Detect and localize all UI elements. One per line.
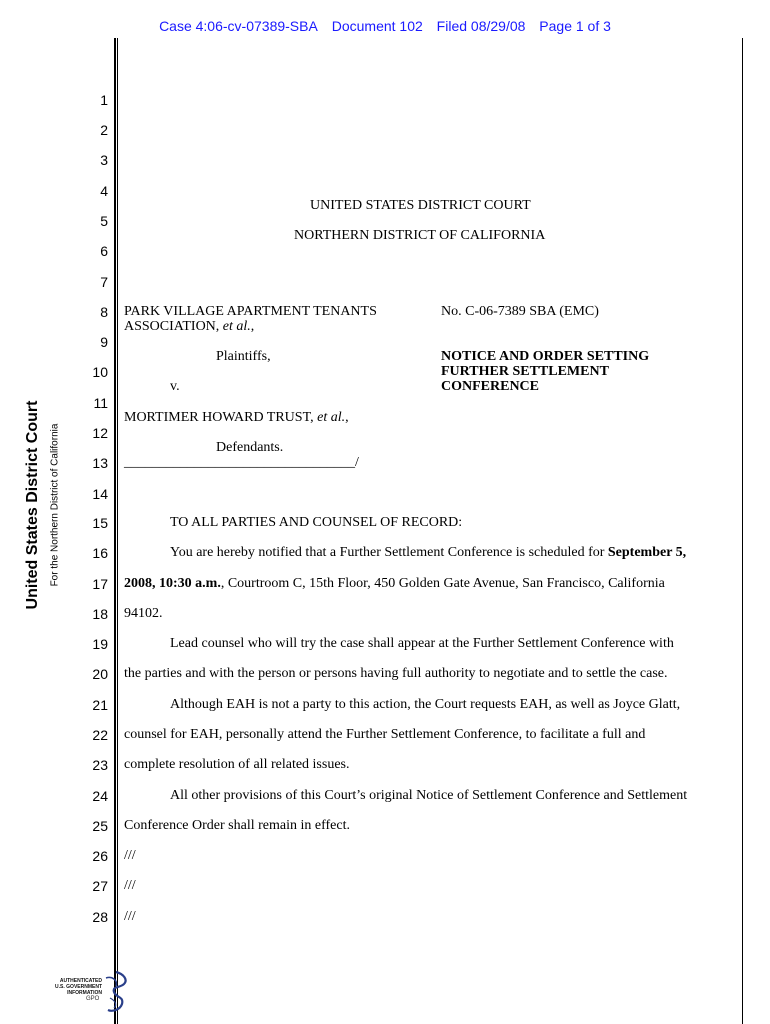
document-header bbox=[0, 18, 770, 34]
paragraph-4-line-2: Conference Order shall remain in effect. bbox=[124, 818, 350, 833]
line-number: 9 bbox=[100, 334, 108, 350]
line-number: 1 bbox=[100, 92, 108, 108]
line-number: 5 bbox=[100, 213, 108, 229]
line-number: 22 bbox=[92, 727, 108, 743]
plaintiffs-label: Plaintiffs, bbox=[216, 349, 271, 364]
line-number: 13 bbox=[92, 455, 108, 471]
page-indicator: Page 1 of 3 bbox=[539, 18, 611, 34]
line-number: 28 bbox=[92, 909, 108, 925]
line-number: 7 bbox=[100, 274, 108, 290]
plaintiff-line-2: ASSOCIATION, et al., bbox=[124, 319, 255, 334]
separator-1: /// bbox=[124, 848, 136, 863]
seal-text: AUTHENTICATED U.S. GOVERNMENT INFORMATION bbox=[55, 978, 102, 996]
paragraph-1-line-3: 94102. bbox=[124, 606, 163, 621]
paragraph-2-line-2: the parties and with the person or persons having full authority to negotiate and to settle the case. bbox=[124, 666, 668, 681]
document-number: Document 102 bbox=[331, 18, 423, 34]
separator-2: /// bbox=[124, 878, 136, 893]
court-district: NORTHERN DISTRICT OF CALIFORNIA bbox=[294, 228, 546, 243]
line-number: 15 bbox=[92, 515, 108, 531]
gpo-authentication-seal bbox=[40, 970, 130, 1015]
line-number: 3 bbox=[100, 152, 108, 168]
paragraph-1-line-1: You are hereby notified that a Further Settlement Conference is scheduled for September 5, bbox=[170, 545, 687, 560]
paragraph-3-line-1: Although EAH is not a party to this action, the Court requests EAH, as well as Joyce Glatt, bbox=[170, 697, 681, 712]
line-number: 4 bbox=[100, 183, 108, 199]
seal-gpo: GPO bbox=[86, 996, 100, 1002]
line-number: 24 bbox=[92, 788, 108, 804]
line-number: 8 bbox=[100, 304, 108, 320]
eagle-icon bbox=[102, 970, 132, 1014]
line-number: 2 bbox=[100, 122, 108, 138]
line-number: 19 bbox=[92, 636, 108, 652]
plaintiff-line-1: PARK VILLAGE APARTMENT TENANTS bbox=[124, 304, 377, 319]
order-title-line-1: NOTICE AND ORDER SETTING bbox=[441, 349, 650, 364]
line-number: 23 bbox=[92, 757, 108, 773]
paragraph-1-line-2: 2008, 10:30 a.m., Courtroom C, 15th Floor, 450 Golden Gate Avenue, San Francisco, California bbox=[124, 576, 665, 591]
line-number: 16 bbox=[92, 545, 108, 561]
paragraph-2-line-1: Lead counsel who will try the case shall appear at the Further Settlement Conference with bbox=[170, 636, 674, 651]
line-number: 21 bbox=[92, 697, 108, 713]
line-number: 10 bbox=[92, 364, 108, 380]
line-number: 6 bbox=[100, 243, 108, 259]
line-number: 20 bbox=[92, 666, 108, 682]
paragraph-3-line-2: counsel for EAH, personally attend the Further Settlement Conference, to facilitate a full and bbox=[124, 727, 646, 742]
versus: v. bbox=[170, 379, 180, 394]
caption-rule: _________________________________/ bbox=[124, 455, 359, 470]
line-number: 17 bbox=[92, 576, 108, 592]
line-number: 14 bbox=[92, 486, 108, 502]
line-number: 25 bbox=[92, 818, 108, 834]
line-number: 11 bbox=[93, 395, 108, 411]
sidebar-district: For the Northern District of California bbox=[49, 423, 61, 587]
paragraph-3-line-3: complete resolution of all related issues. bbox=[124, 757, 350, 772]
filed-date: Filed 08/29/08 bbox=[436, 18, 526, 34]
defendants-label: Defendants. bbox=[216, 440, 284, 455]
line-number: 12 bbox=[92, 425, 108, 441]
salutation: TO ALL PARTIES AND COUNSEL OF RECORD: bbox=[170, 515, 463, 530]
line-number: 26 bbox=[92, 848, 108, 864]
defendant-name: MORTIMER HOWARD TRUST, et al., bbox=[124, 410, 349, 425]
line-number: 27 bbox=[92, 878, 108, 894]
right-margin-rule bbox=[742, 38, 743, 1024]
order-title-line-2: FURTHER SETTLEMENT bbox=[441, 364, 609, 379]
court-name: UNITED STATES DISTRICT COURT bbox=[310, 198, 531, 213]
paragraph-4-line-1: All other provisions of this Court’s original Notice of Settlement Conference and Settlement bbox=[170, 788, 688, 803]
order-title-line-3: CONFERENCE bbox=[441, 379, 540, 394]
line-number: 18 bbox=[92, 606, 108, 622]
case-number: Case 4:06-cv-07389-SBA bbox=[159, 18, 318, 34]
case-no: No. C-06-7389 SBA (EMC) bbox=[441, 304, 599, 319]
left-margin-rule-outer bbox=[114, 38, 116, 1024]
sidebar-court-name: United States District Court bbox=[24, 400, 41, 610]
left-margin-rule-inner bbox=[117, 38, 118, 1024]
separator-3: /// bbox=[124, 909, 136, 924]
